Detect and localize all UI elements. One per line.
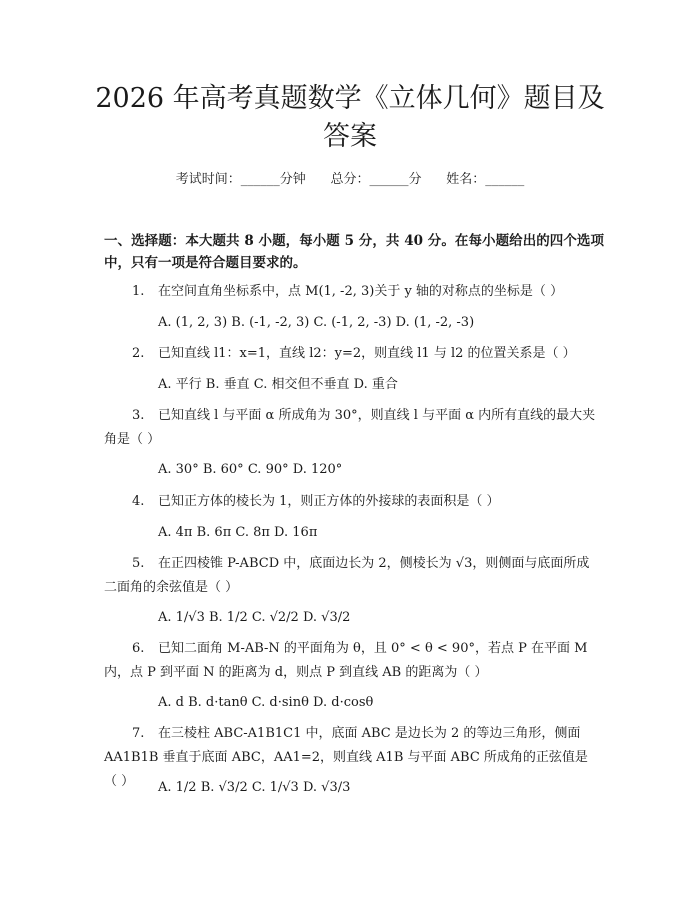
question-2 (104, 342, 600, 366)
question-number: 6. (132, 641, 145, 656)
question-text: 在空间直角坐标系中，点 M(1, -2, 3)关于 y 轴的对称点的坐标是（ ） (158, 284, 564, 299)
question-6-options: A. d B. d·tanθ C. d·sinθ D. d·cosθ (158, 695, 374, 710)
question-number: 3. (132, 408, 145, 423)
question-2-options: A. 平行 B. 垂直 C. 相交但不垂直 D. 重合 (158, 377, 398, 392)
question-1-options: A. (1, 2, 3) B. (-1, -2, 3) C. (-1, 2, -3) D. (1, -2, -3) (158, 315, 475, 330)
question-3-options: A. 30° B. 60° C. 90° D. 120° (158, 462, 343, 477)
exam-info-line: 考试时间：______分钟 总分：______分 姓名：______ (175, 172, 525, 187)
question-text: 已知正方体的棱长为 1，则正方体的外接球的表面积是（ ） (158, 494, 500, 509)
question-4-options: A. 4π B. 6π C. 8π D. 16π (158, 525, 318, 540)
question-text: 在三棱柱 ABC-A1B1C1 中，底面 ABC 是边长为 2 的等边三角形，侧面 AA1B1B 垂直于底面 ABC，AA1=2，则直线 A1B 与平面 ABC 所成角的正弦值是（ ） (104, 726, 588, 789)
question-3 (104, 404, 600, 452)
question-1 (104, 280, 600, 304)
document-title: 2026 年高考真题数学《立体几何》题目及答案 (95, 83, 605, 152)
question-6 (104, 637, 600, 685)
question-text: 已知二面角 M-AB-N 的平面角为 θ，且 0° < θ < 90°，若点 P 在平面 M 内，点 P 到平面 N 的距离为 d，则点 P 到直线 AB 的距离为（ ） (104, 641, 588, 680)
question-7-options: A. 1/2 B. √3/2 C. 1/√3 D. √3/3 (158, 780, 351, 795)
question-number: 2. (132, 346, 145, 361)
question-text: 已知直线 l 与平面 α 所成角为 30°，则直线 l 与平面 α 内所有直线的最大夹角是（ ） (104, 408, 596, 447)
question-number: 5. (132, 556, 145, 571)
question-number: 4. (132, 494, 145, 509)
question-text: 在正四棱锥 P-ABCD 中，底面边长为 2，侧棱长为 √3，则侧面与底面所成二面角的余弦值是（ ） (104, 556, 590, 595)
question-number: 7. (132, 726, 145, 741)
question-number: 1. (132, 284, 145, 299)
section-heading: 一、选择题：本大题共 8 小题，每小题 5 分，共 40 分。在每小题给出的四个选项中，只有一项是符合题目要求的。 (104, 233, 604, 271)
question-4 (104, 490, 600, 514)
question-text: 已知直线 l1：x=1，直线 l2：y=2，则直线 l1 与 l2 的位置关系是（ ） (158, 346, 576, 361)
question-5-options: A. 1/√3 B. 1/2 C. √2/2 D. √3/2 (158, 610, 351, 625)
question-5 (104, 552, 600, 600)
